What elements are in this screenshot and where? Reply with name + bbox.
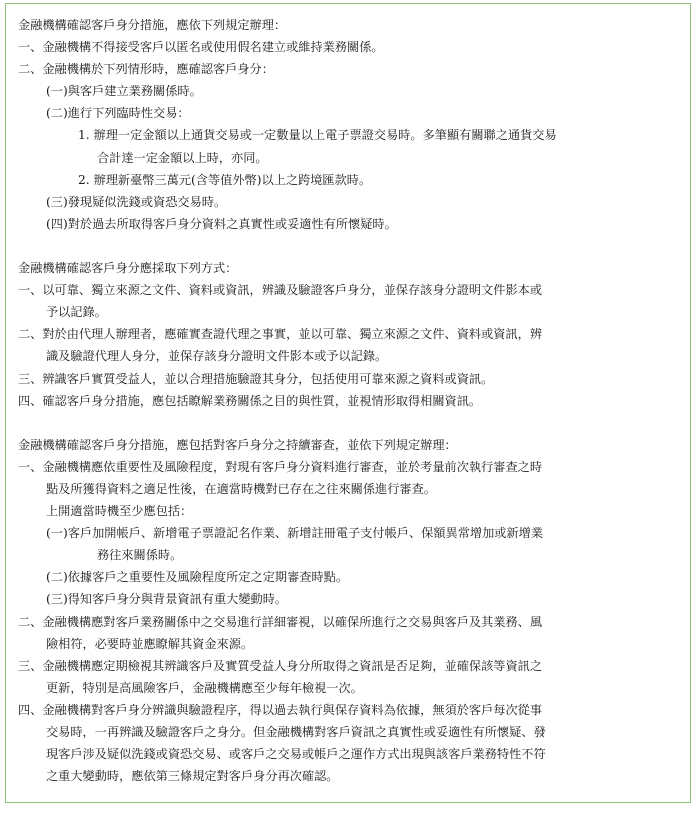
text-line: (二)進行下列臨時性交易：	[46, 106, 190, 121]
text-line: 識及驗證代理人身分，並保存該身分證明文件影本或予以記錄。	[46, 349, 388, 364]
text-line: 一、金融機構不得接受客戶以匿名或使用假名建立或維持業務關係。	[18, 40, 384, 55]
text-line: 金融機構確認客戶身分措施，應依下列規定辦理：	[18, 18, 287, 32]
text-line: 予以記錄。	[46, 305, 107, 320]
text-line: 點及所獲得資料之適足性後，在適當時機對已存在之往來關係進行審查。	[46, 481, 436, 496]
text-line: (一)與客戶建立業務關係時。	[46, 84, 202, 99]
text-line: 二、對於由代理人辦理者，應確實查證代理之事實，並以可靠、獨立來源之文件、資料或資訊，辨	[18, 327, 543, 342]
text-line: 金融機構確認客戶身分措施，應包括對客戶身分之持續審查，並依下列規定辦理：	[18, 437, 457, 452]
text-line: 三、辨識客戶實質受益人，並以合理措施驗證其身分，包括使用可靠來源之資料或資訊。	[18, 371, 494, 386]
text-line: 合計達一定金額以上時，亦同。	[97, 150, 268, 165]
text-line: 務往來關係時。	[97, 548, 183, 563]
text-line: 交易時，一再辨識及驗證客戶之身分。但金融機構對客戶資訊之真實性或妥適性有所懷疑、發	[46, 725, 546, 739]
text-line: 二、金融機構應對客戶業務關係中之交易進行詳細審視，以確保所進行之交易與客戶及其業務、風	[18, 614, 543, 629]
text-line: 一、金融機構應依重要性及風險程度，對現有客戶身分資料進行審查，並於考量前次執行審查之時	[18, 459, 543, 474]
text-line: 上開適當時機至少應包括：	[46, 504, 193, 519]
text-line: 一、以可靠、獨立來源之文件、資料或資訊，辨識及驗證客戶身分，並保存該身分證明文件影本或	[18, 283, 543, 298]
text-line: 四、金融機構對客戶身分辨識與驗證程序，得以過去執行與保存資料為依據，無須於客戶每次從事	[18, 702, 543, 717]
text-line: 2. 辦理新臺幣三萬元(含等值外幣)以上之跨境匯款時。	[78, 172, 372, 187]
text-line: 二、金融機構於下列情形時，應確認客戶身分：	[18, 62, 274, 77]
text-line: (二)依據客戶之重要性及風險程度所定之定期審查時點。	[46, 570, 349, 585]
text-line: 更新，特別是高風險客戶，金融機構應至少每年檢視一次。	[46, 680, 363, 695]
text-line: (四)對於過去所取得客戶身分資料之真實性或妥適性有所懷疑時。	[46, 216, 397, 231]
text-line: 現客戶涉及疑似洗錢或資恐交易、或客戶之交易或帳戶之運作方式出現與該客戶業務特性不符	[46, 747, 546, 762]
paragraph-spacer	[18, 412, 680, 434]
paragraph-spacer	[18, 235, 680, 257]
text-line: (三)發現疑似洗錢或資恐交易時。	[46, 194, 227, 209]
text-line: 四、確認客戶身分措施，應包括瞭解業務關係之目的與性質，並視情形取得相關資訊。	[18, 393, 482, 408]
text-line: 險相符，必要時並應瞭解其資金來源。	[46, 636, 254, 651]
text-line: (一)客戶加開帳戶、新增電子票證記名作業、新增註冊電子支付帳戶、保額異常增加或新增業	[46, 526, 544, 541]
text-line: 金融機構確認客戶身分應採取下列方式：	[18, 261, 238, 276]
text-line: 1. 辦理一定金額以上通貨交易或一定數量以上電子票證交易時。多筆顯有關聯之通貨交易	[78, 128, 557, 143]
document-frame	[5, 3, 691, 803]
document-body	[18, 14, 680, 787]
text-line: (三)得知客戶身分與背景資訊有重大變動時。	[46, 592, 288, 607]
text-line: 之重大變動時，應依第三條規定對客戶身分再次確認。	[46, 769, 339, 784]
text-line: 三、金融機構應定期檢視其辨識客戶及實質受益人身分所取得之資訊是否足夠，並確保該等資訊之	[18, 658, 543, 673]
